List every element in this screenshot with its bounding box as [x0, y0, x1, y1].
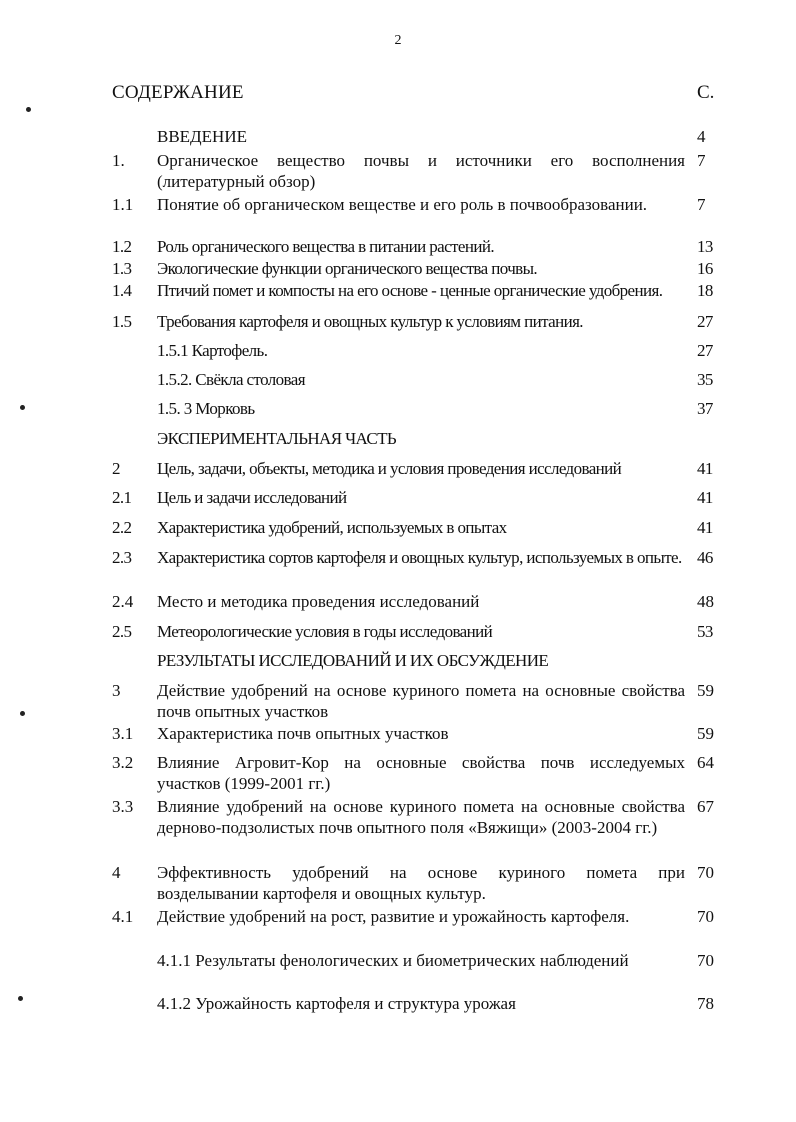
toc-entry-title: Характеристика сортов картофеля и овощных культур, используемых в опыте. [157, 548, 682, 567]
toc-entry-page: 37 [697, 399, 713, 418]
toc-entry-page: 41 [697, 518, 713, 537]
toc-entry-page: 59 [697, 724, 714, 743]
toc-entry-title: Роль органического вещества в питании растений. [157, 237, 494, 256]
toc-entry-number: 4.1 [112, 907, 134, 926]
toc-entry-title: Влияние Агровит-Кор на основные свойства почв исследуемых участков (1999-2001 гг.) [157, 753, 685, 793]
toc-entry-page: 46 [697, 548, 713, 567]
toc-entry-page: 67 [697, 797, 714, 816]
scan-speck [20, 405, 25, 410]
toc-entry-number: 3.1 [112, 724, 134, 743]
toc-entry-number: 1.4 [112, 281, 132, 300]
toc-entry-number: 1.5 [112, 312, 132, 331]
toc-entry-title: Характеристика почв опытных участков [157, 724, 449, 743]
toc-entry-title: 1.5.1 Картофель. [157, 341, 268, 360]
toc-entry-page: 16 [697, 259, 713, 278]
toc-entry-page: 13 [697, 237, 713, 256]
toc-entry-number: 4 [112, 863, 121, 882]
toc-entry-number: 2.2 [112, 518, 132, 537]
toc-entry-page: 78 [697, 994, 714, 1013]
toc-entry-page: 64 [697, 753, 714, 772]
toc-entry-title: Характеристика удобрений, используемых в опытах [157, 518, 507, 537]
toc-entry-page: 27 [697, 341, 713, 360]
toc-heading: СОДЕРЖАНИЕ [112, 82, 244, 103]
toc-entry-number: 3.2 [112, 753, 134, 772]
toc-entry-number: 2.1 [112, 488, 132, 507]
toc-entry-title: Действие удобрений на рост, развитие и урожайность картофеля. [157, 907, 630, 926]
toc-entry-title: Место и методика проведения исследований [157, 592, 480, 611]
toc-entry-page: 41 [697, 459, 713, 478]
toc-entry-number: 3 [112, 681, 121, 700]
toc-entry-number: 2.5 [112, 622, 132, 641]
toc-entry-title: Действие удобрений на основе куриного помета на основные свойства почв опытных участков [157, 681, 685, 721]
scan-speck [20, 711, 25, 716]
toc-entry-title: Органическое вещество почвы и источники его восполнения (литературный обзор) [157, 151, 685, 191]
toc-entry-title: Экологические функции органического вещества почвы. [157, 259, 538, 278]
toc-entry-title: ЭКСПЕРИМЕНТАЛЬНАЯ ЧАСТЬ [157, 429, 397, 448]
toc-entry-page: 48 [697, 592, 714, 611]
toc-entry-number: 3.3 [112, 797, 134, 816]
toc-entry-title: Птичий помет и компосты на его основе - ценные органические удобрения. [157, 281, 663, 300]
toc-entry-page: 70 [697, 863, 714, 882]
toc-entry-page: 7 [697, 195, 706, 214]
page-number: 2 [394, 33, 402, 48]
toc-entry-page: 59 [697, 681, 714, 700]
toc-entry-title: Цель, задачи, объекты, методика и условия проведения исследований [157, 459, 622, 478]
toc-entry-number: 1. [112, 151, 125, 170]
toc-entry-number: 1.2 [112, 237, 132, 256]
toc-entry-title: Влияние удобрений на основе куриного помета на основные свойства дерново-подзолистых почв опытного поля «Вяжищи» (2003-2004 гг.) [157, 797, 685, 837]
toc-entry-number: 2.3 [112, 548, 132, 567]
toc-entry-page: 35 [697, 370, 713, 389]
toc-entry-title: Цель и задачи исследований [157, 488, 347, 507]
toc-entry-title: 1.5. 3 Морковь [157, 399, 255, 418]
toc-entry-page: 53 [697, 622, 713, 641]
toc-entry-title: Понятие об органическом веществе и его роль в почвообразовании. [157, 195, 648, 214]
toc-entry-page: 7 [697, 151, 706, 170]
toc-entry-title: Эффективность удобрений на основе куриного помета при возделывании картофеля и овощных культур. [157, 863, 685, 903]
toc-entry-page: 70 [697, 907, 714, 926]
toc-entry-number: 1.3 [112, 259, 132, 278]
toc-entry-page: 41 [697, 488, 713, 507]
toc-entry-title: 4.1.2 Урожайность картофеля и структура урожая [157, 994, 516, 1013]
toc-entry-page: 4 [697, 127, 706, 146]
toc-entry-page: 27 [697, 312, 713, 331]
toc-entry-number: 1.1 [112, 195, 134, 214]
toc-entry-page: 18 [697, 281, 713, 300]
toc-entry-title: Метеорологические условия в годы исследований [157, 622, 493, 641]
scan-speck [26, 107, 31, 112]
scan-speck [18, 996, 23, 1001]
toc-entry-title: РЕЗУЛЬТАТЫ ИССЛЕДОВАНИЙ И ИХ ОБСУЖДЕНИЕ [157, 651, 549, 670]
toc-entry-title: 1.5.2. Свёкла столовая [157, 370, 305, 389]
toc-entry-title: ВВЕДЕНИЕ [157, 127, 247, 146]
toc-entry-title: Требования картофеля и овощных культур к условиям питания. [157, 312, 583, 331]
page-column-label: С. [697, 82, 715, 103]
toc-entry-page: 70 [697, 951, 714, 970]
toc-entry-number: 2.4 [112, 592, 134, 611]
toc-entry-number: 2 [112, 459, 120, 478]
toc-entry-title: 4.1.1 Результаты фенологических и биометрических наблюдений [157, 951, 629, 970]
